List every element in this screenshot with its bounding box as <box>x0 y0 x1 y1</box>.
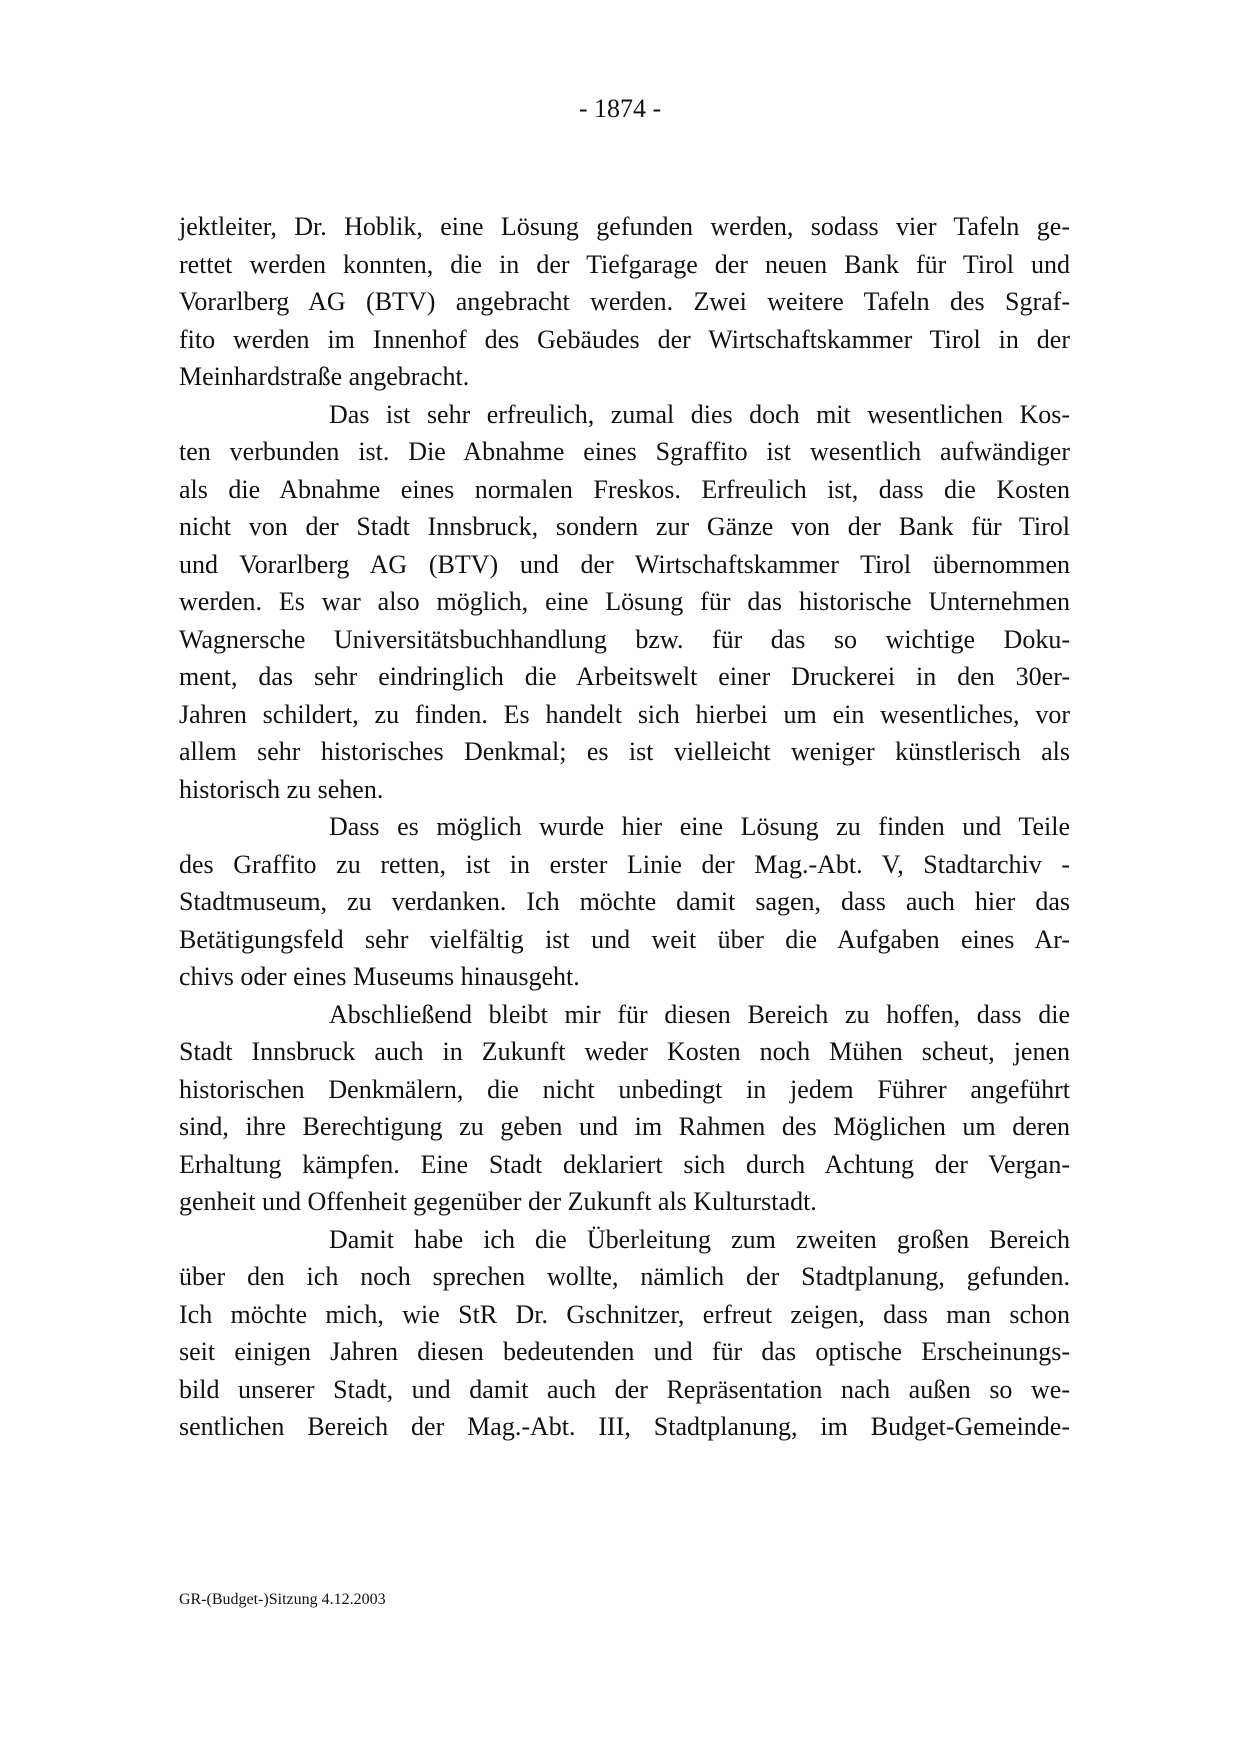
text-line: fito werden im Innenhof des Gebäudes der Wirtschaftskammer Tirol in der <box>179 324 1070 354</box>
text-line: Ich möchte mich, wie StR Dr. Gschnitzer, erfreut zeigen, dass man schon <box>179 1299 1070 1329</box>
text-line: Stadtmuseum, zu verdanken. Ich möchte damit sagen, dass auch hier das <box>179 887 1070 916</box>
text-line: seit einigen Jahren diesen bedeutenden und für das optische Erscheinungs- <box>179 1337 1070 1366</box>
text-line: Das ist sehr erfreulich, zumal dies doch mit wesentlichen Kos- <box>329 399 1070 429</box>
text-line: Dass es möglich wurde hier eine Lösung zu finden und Teile <box>329 812 1070 841</box>
text-line: historisch zu sehen. <box>179 774 384 804</box>
text-line: bild unserer Stadt, und damit auch der Repräsentation nach außen so we- <box>179 1374 1070 1404</box>
text-line: Stadt Innsbruck auch in Zukunft weder Kosten noch Mühen scheut, jenen <box>179 1037 1070 1066</box>
text-line: sentlichen Bereich der Mag.-Abt. III, Stadtplanung, im Budget-Gemeinde- <box>179 1412 1070 1441</box>
text-line: jektleiter, Dr. Hoblik, eine Lösung gefunden werden, sodass vier Tafeln ge- <box>179 212 1070 241</box>
text-line: Vorarlberg AG (BTV) angebracht werden. Zwei weitere Tafeln des Sgraf- <box>179 287 1070 316</box>
text-line: Abschließend bleibt mir für diesen Bereich zu hoffen, dass die <box>329 999 1070 1029</box>
text-line: genheit und Offenheit gegenüber der Zukunft als Kulturstadt. <box>179 1187 817 1216</box>
text-line: Wagnersche Universitätsbuchhandlung bzw. für das so wichtige Doku- <box>179 624 1070 654</box>
text-line: als die Abnahme eines normalen Freskos. Erfreulich ist, dass die Kosten <box>179 474 1070 504</box>
footer-session-label: GR-(Budget-)Sitzung 4.12.2003 <box>179 1591 386 1608</box>
page-number: - 1874 - <box>578 94 662 123</box>
text-line: über den ich noch sprechen wollte, nämlich der Stadtplanung, gefunden. <box>179 1262 1070 1291</box>
text-line: rettet werden konnten, die in der Tiefgarage der neuen Bank für Tirol und <box>179 249 1070 279</box>
text-line: werden. Es war also möglich, eine Lösung für das historische Unternehmen <box>179 587 1070 616</box>
text-line: nicht von der Stadt Innsbruck, sondern zur Gänze von der Bank für Tirol <box>179 512 1070 541</box>
text-line: Erhaltung kämpfen. Eine Stadt deklariert sich durch Achtung der Vergan- <box>179 1149 1070 1179</box>
text-line: und Vorarlberg AG (BTV) und der Wirtschaftskammer Tirol übernommen <box>179 549 1070 579</box>
text-line: des Graffito zu retten, ist in erster Linie der Mag.-Abt. V, Stadtarchiv - <box>179 849 1070 879</box>
text-line: sind, ihre Berechtigung zu geben und im Rahmen des Möglichen um deren <box>179 1112 1070 1141</box>
text-line: Betätigungsfeld sehr vielfältig ist und weit über die Aufgaben eines Ar- <box>179 924 1070 954</box>
text-line: ten verbunden ist. Die Abnahme eines Sgraffito ist wesentlich aufwändiger <box>179 437 1070 466</box>
text-line: chivs oder eines Museums hinausgeht. <box>179 962 580 991</box>
text-line: Jahren schildert, zu finden. Es handelt sich hierbei um ein wesentliches, vor <box>179 699 1070 729</box>
text-line: ment, das sehr eindringlich die Arbeitswelt einer Druckerei in den 30er- <box>179 662 1070 691</box>
text-line: allem sehr historisches Denkmal; es ist vielleicht weniger künstlerisch als <box>179 737 1070 766</box>
text-line: Meinhardstraße angebracht. <box>179 362 470 391</box>
text-line: Damit habe ich die Überleitung zum zweiten großen Bereich <box>329 1224 1070 1254</box>
body-text <box>179 208 1070 1446</box>
text-line: historischen Denkmälern, die nicht unbedingt in jedem Führer angeführt <box>179 1074 1070 1104</box>
